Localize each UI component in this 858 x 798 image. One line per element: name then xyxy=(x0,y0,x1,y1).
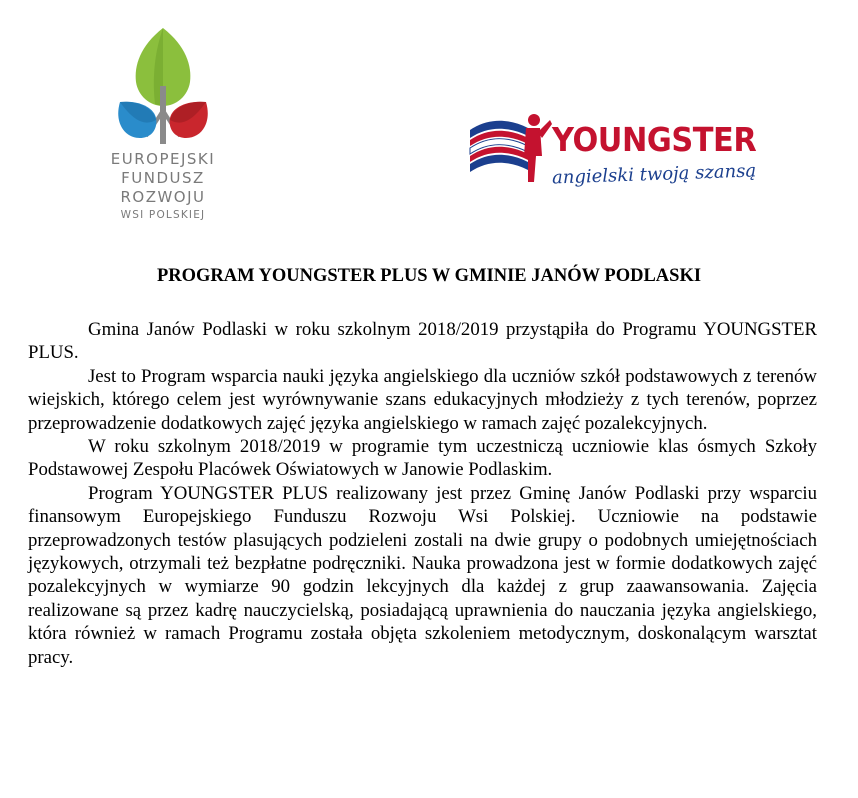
article-body xyxy=(28,318,817,669)
paragraph-1: Gmina Janów Podlaski w roku szkolnym 2018/2019 przystąpiła do Programu YOUNGSTER PLUS. xyxy=(28,319,817,364)
efrwp-logo xyxy=(100,26,226,222)
efrwp-line-4: WSI POLSKIEJ xyxy=(120,209,206,221)
youngster-wordmark: YOUNGSTER xyxy=(552,120,757,159)
page-title: PROGRAM YOUNGSTER PLUS W GMINIE JANÓW PODLASKI xyxy=(156,266,702,286)
paragraph-2: Jest to Program wsparcia nauki języka angielskiego dla uczniów szkół podstawowych z terenów wiejskich, którego celem jest wyrównywanie szans edukacyjnych młodzieży z tych terenów, poprzez przeprowadzenie dodatkowych zajęć języka angielskiego w ramach zajęć pozalekcyjnych. xyxy=(28,365,817,434)
youngster-slogan: angielski twoją szansą xyxy=(551,160,757,189)
tree-leaves-icon xyxy=(100,26,226,150)
paragraph-3: W roku szkolnym 2018/2019 w programie tym uczestniczą uczniowie klas ósmych Szkoły Podstawowej Zespołu Placówek Oświatowych w Janowie Podlaskim. xyxy=(28,436,817,481)
efrwp-line-3: ROZWOJU xyxy=(120,188,206,206)
efrwp-line-2: FUNDUSZ xyxy=(121,169,205,187)
efrwp-line-1: EUROPEJSKI xyxy=(110,150,216,168)
paragraph-4: Program YOUNGSTER PLUS realizowany jest przez Gminę Janów Podlaski przy wsparciu finansowym Europejskiego Funduszu Rozwoju Wsi Polskiej. Uczniowie na podstawie przeprowadzonych testów plasujących podzieleni zostali na dwie grupy o podobnych umiejętnościach językowych, otrzymali też bezpłatne podręczniki. Nauka prowadzona jest w formie dodatkowych zajęć pozalekcyjnych w wymiarze 90 godzin lekcyjnych dla każdej z grup zaawansowania. Zajęcia realizowane są przez kadrę nauczycielską, posiadającą uprawnienia do nauczania języka angielskiego, która również w ramach Programu została objęta szkoleniem metodycznym, doskonalącym warsztat pracy. xyxy=(28,482,817,668)
youngster-logo xyxy=(468,106,768,202)
efrwp-wordmark xyxy=(100,150,226,223)
flag-figure-icon xyxy=(468,110,552,190)
